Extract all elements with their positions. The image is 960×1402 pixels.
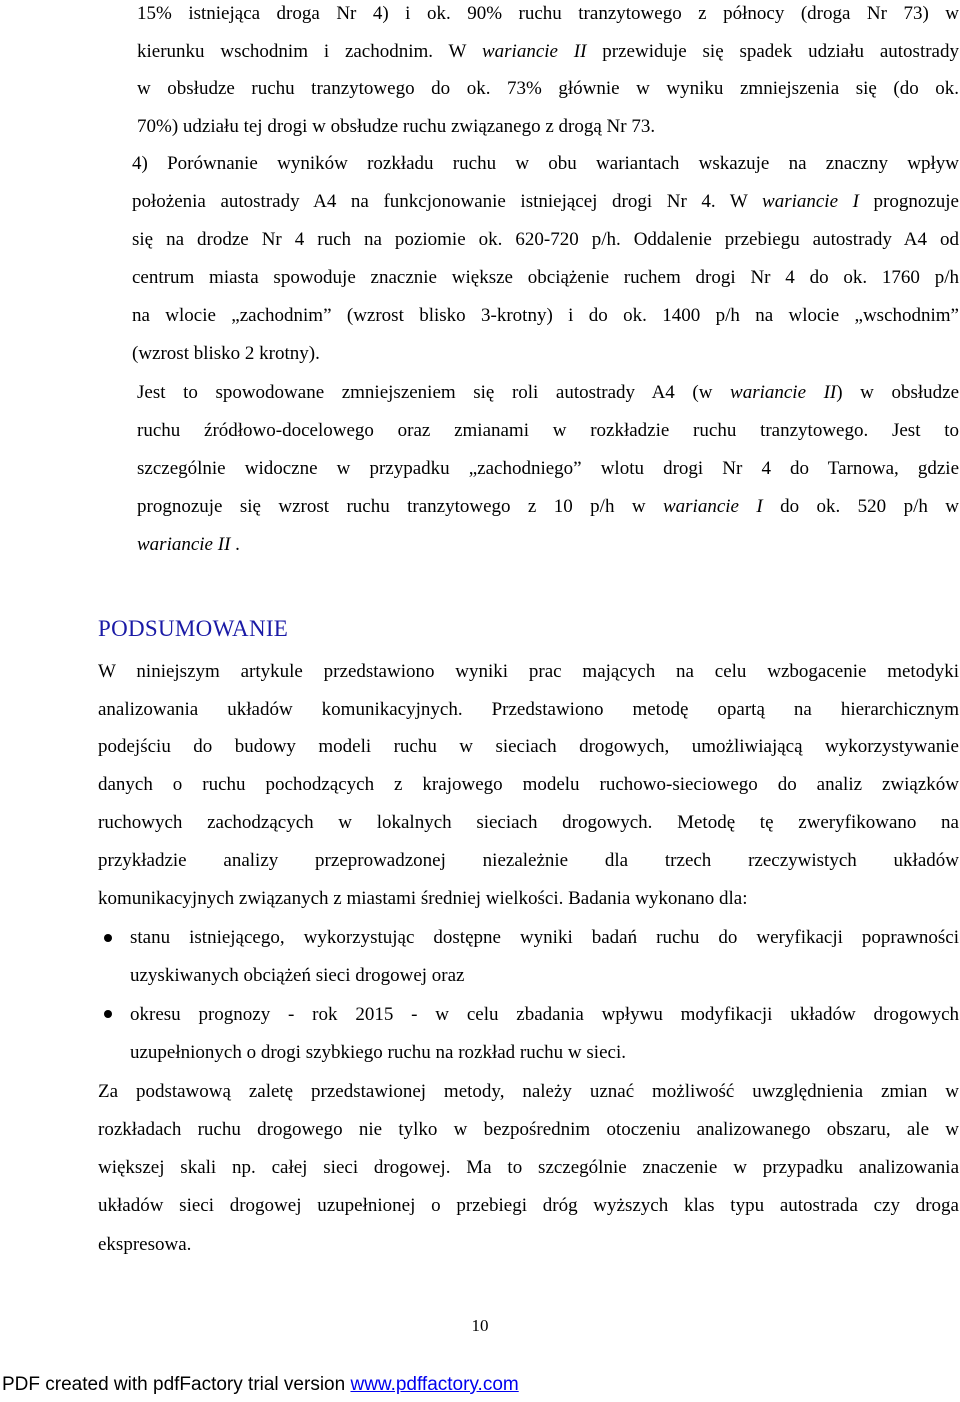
paragraph-line: ekspresowa. [98, 1234, 192, 1255]
paragraph-line: danych o ruchu pochodzących z krajowego modelu ruchowo-sieciowego do analiz związków [98, 774, 959, 795]
pdf-footer [2, 1372, 519, 1398]
paragraph-line: Za podstawową zaletę przedstawionej metody, należy uznać możliwość uwzględnienia zmian w [98, 1081, 959, 1102]
paragraph-line: układów sieci drogowej uzupełnionej o przebiegi dróg wyższych klas typu autostrada czy droga [98, 1195, 959, 1216]
paragraph-line: rozkładach ruchu drogowego nie tylko w bezpośrednim otoczeniu analizowanego obszaru, ale w [98, 1119, 959, 1140]
paragraph-line: się na drodze Nr 4 ruch na poziomie ok. 620-720 p/h. Oddalenie przebiegu autostrady A4 od [132, 229, 959, 250]
paragraph-line: przykładzie analizy przeprowadzonej niezależnie dla trzech rzeczywistych układów [98, 850, 959, 871]
paragraph-line: ruchowych zachodzących w lokalnych sieciach drogowych. Metodę tę zweryfikowano na [98, 812, 959, 833]
bullet-icon [104, 934, 112, 942]
paragraph-line: w obsłudze ruchu tranzytowego do ok. 73% głównie w wyniku zmniejszenia się (do ok. [137, 78, 959, 99]
list-item-line: stanu istniejącego, wykorzystując dostępne wyniki badań ruchu do weryfikacji poprawności [130, 927, 959, 948]
paragraph-line: położenia autostrady A4 na funkcjonowanie istniejącej drogi Nr 4. W wariancie I prognozuje [132, 191, 959, 212]
paragraph-line: na wlocie „zachodnim” (wzrost blisko 3-krotny) i do ok. 1400 p/h na wlocie „wschodnim” [132, 305, 959, 326]
italic-term: wariancie II [481, 41, 587, 62]
paragraph-line: większej skali np. całej sieci drogowej. Ma to szczególnie znaczenie w przypadku analizowania [98, 1157, 959, 1178]
paragraph-line: szczególnie widoczne w przypadku „zachodniego” wlotu drogi Nr 4 do Tarnowa, gdzie [137, 458, 959, 479]
list-item-line: uzupełnionych o drogi szybkiego ruchu na rozkład ruchu w sieci. [130, 1042, 626, 1063]
italic-term: wariancie I [662, 496, 763, 517]
paragraph-line: kierunku wschodnim i zachodnim. W wariancie II przewiduje się spadek udziału autostrady [137, 41, 959, 62]
paragraph-line: analizowania układów komunikacyjnych. Przedstawiono metodę opartą na hierarchicznym [98, 699, 959, 720]
italic-term: wariancie II [730, 382, 837, 403]
paragraph-line: wariancie II . [137, 534, 240, 555]
paragraph-line: (wzrost blisko 2 krotny). [132, 343, 320, 364]
paragraph-line: podejściu do budowy modeli ruchu w sieciach drogowych, umożliwiającą wykorzystywanie [98, 736, 959, 757]
list-item-line: uzyskiwanych obciążeń sieci drogowej oraz [130, 965, 465, 986]
paragraph-line: Jest to spowodowane zmniejszeniem się roli autostrady A4 (w wariancie II) w obsłudze [137, 382, 959, 403]
footer-text: PDF created with pdfFactory trial version [2, 1374, 351, 1395]
section-heading: PODSUMOWANIE [98, 616, 289, 641]
paragraph-line: 15% istniejąca droga Nr 4) i ok. 90% ruchu tranzytowego z północy (droga Nr 73) w [137, 3, 959, 24]
paragraph-line: 4) Porównanie wyników rozkładu ruchu w obu wariantach wskazuje na znaczny wpływ [132, 153, 959, 174]
paragraph-line: W niniejszym artykule przedstawiono wyniki prac mających na celu wzbogacenie metodyki [98, 661, 959, 682]
bullet-icon [104, 1010, 112, 1018]
italic-term: wariancie I [762, 191, 859, 212]
paragraph-line: ruchu źródłowo-docelowego oraz zmianami w rozkładzie ruchu tranzytowego. Jest to [137, 420, 959, 441]
italic-term: wariancie II [137, 534, 231, 555]
page-number: 10 [471, 1316, 489, 1335]
list-item-line: okresu prognozy - rok 2015 - w celu zbadania wpływu modyfikacji układów drogowych [130, 1004, 959, 1025]
paragraph-line: prognozuje się wzrost ruchu tranzytowego z 10 p/h w wariancie I do ok. 520 p/h w [137, 496, 959, 517]
paragraph-line: komunikacyjnych związanych z miastami średniej wielkości. Badania wykonano dla: [98, 888, 748, 909]
footer-link[interactable]: www.pdffactory.com [350, 1374, 519, 1395]
paragraph-line: 70%) udziału tej drogi w obsłudze ruchu związanego z drogą Nr 73. [137, 116, 656, 137]
paragraph-line: centrum miasta spowoduje znacznie większe obciążenie ruchem drogi Nr 4 do ok. 1760 p/h [132, 267, 959, 288]
